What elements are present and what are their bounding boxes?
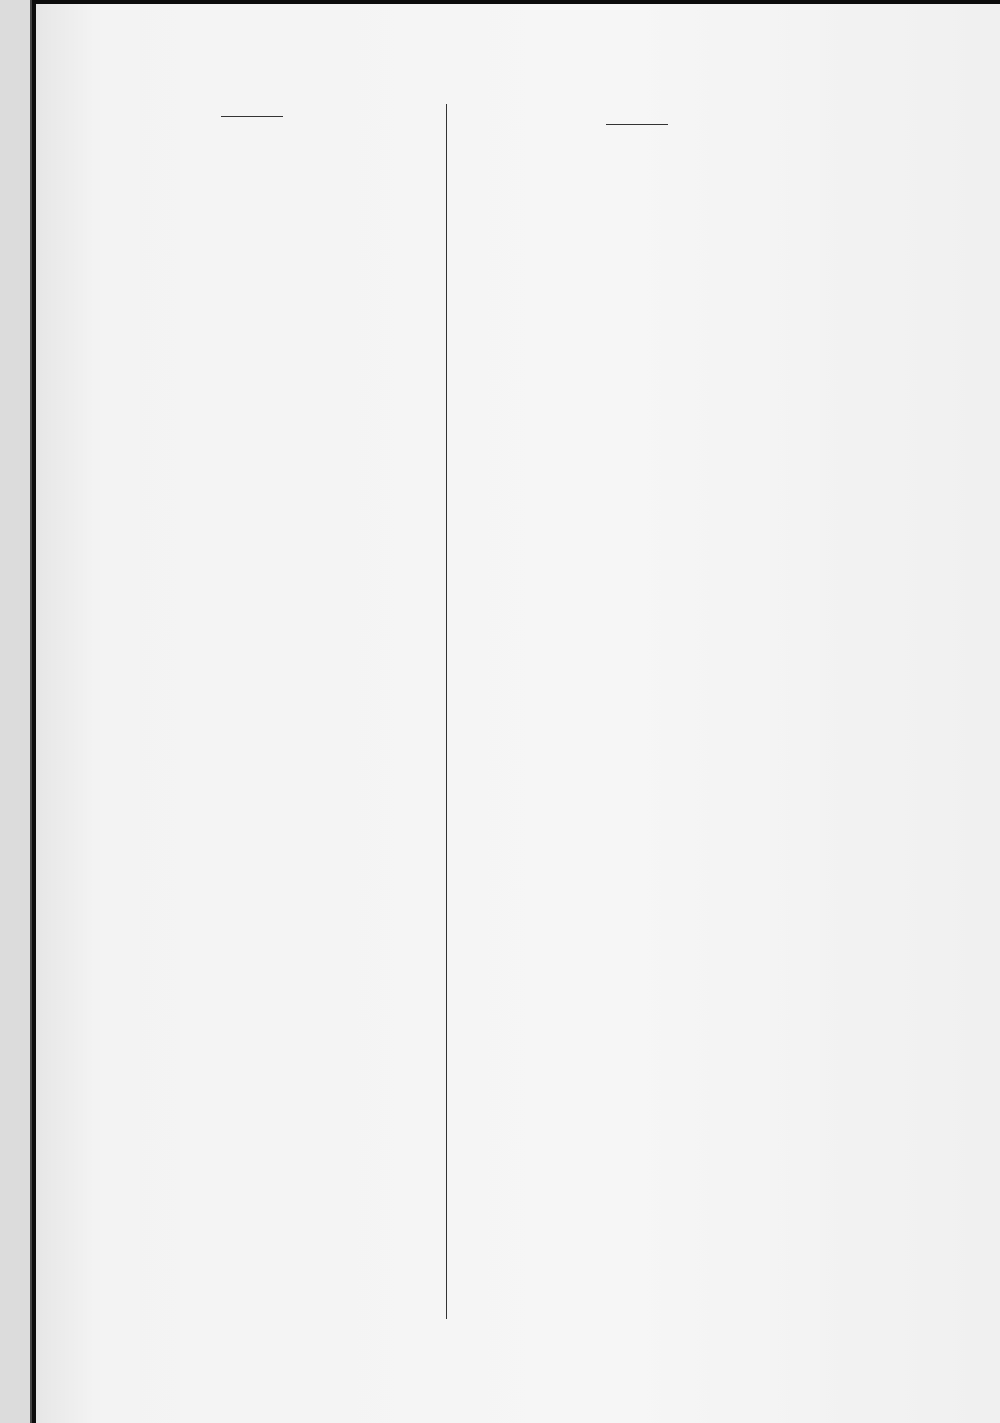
left-column [75,110,429,123]
section-italien [462,124,812,125]
section-divider [221,116,283,117]
right-column [462,110,812,131]
column-divider [446,104,447,1319]
previous-page-edge [0,0,32,1423]
newspaper-page [36,4,1000,1423]
section-divider [606,124,668,125]
section-aargau [75,116,429,117]
